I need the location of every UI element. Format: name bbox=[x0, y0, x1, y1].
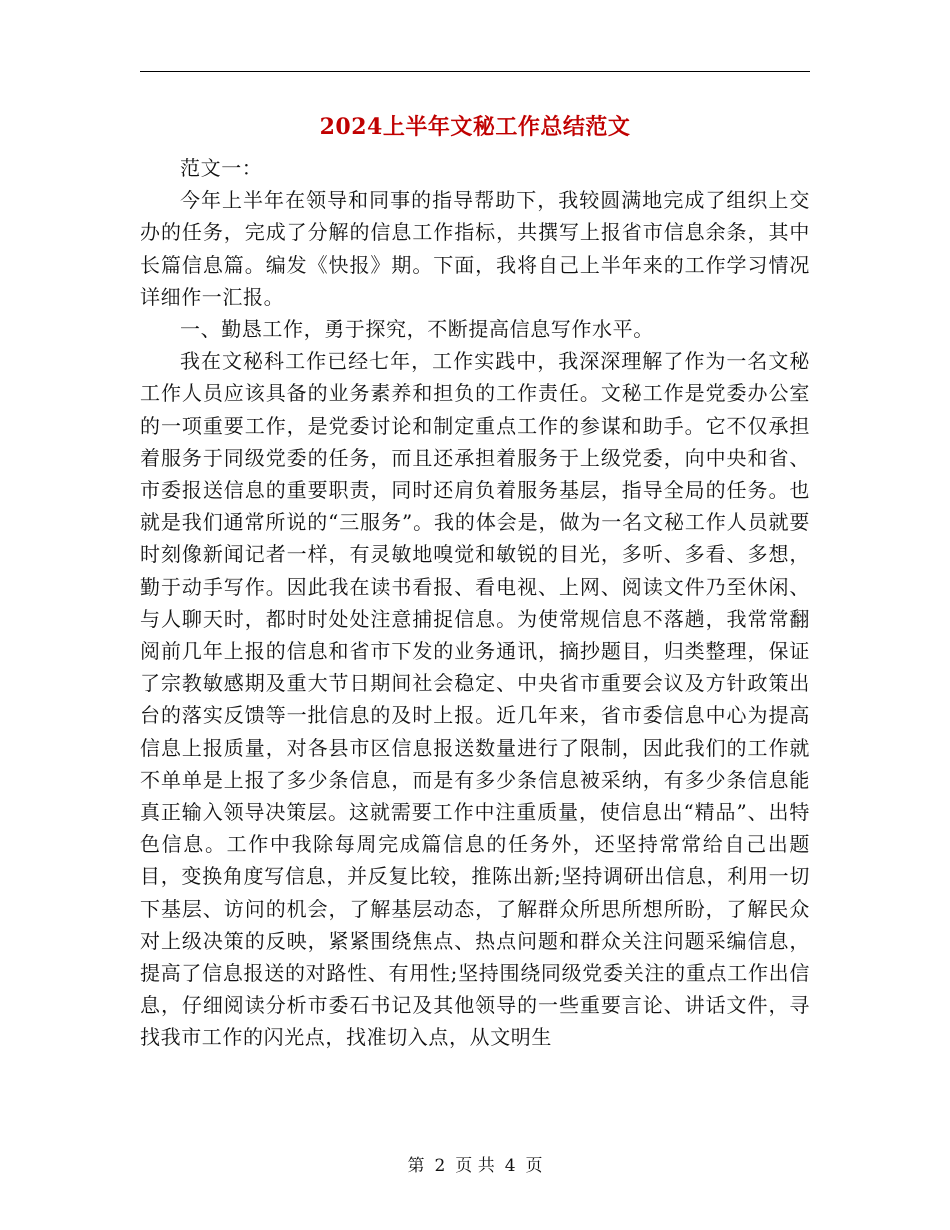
paragraph-section-heading: 一、勤恳工作，勇于探究，不断提高信息写作水平。 bbox=[180, 317, 654, 342]
paragraph-intro: 今年上半年在领导和同事的指导帮助下，我较圆满地完成了组织上交办的任务，完成了分解的信息工作指标，共撰写上报省市信息余条，其中长篇信息篇。编发《快报》期。下面，我将自己上半年来的工作学习情况详细作一汇报。 bbox=[140, 188, 810, 309]
footer-total-pages: 4 bbox=[504, 1156, 516, 1176]
footer-suffix: 页 bbox=[525, 1156, 543, 1176]
document-title: 2024上半年文秘工作总结范文 bbox=[319, 114, 631, 140]
footer-prefix: 第 bbox=[407, 1156, 425, 1176]
header-rule bbox=[140, 71, 810, 72]
document-body bbox=[140, 152, 810, 1054]
page-footer bbox=[0, 1155, 950, 1177]
paragraph-body: 我在文秘科工作已经七年，工作实践中，我深深理解了作为一名文秘工作人员应该具备的业务素养和担负的工作责任。文秘工作是党委办公室的一项重要工作，是党委讨论和制定重点工作的参谋和助手。它不仅承担着服务于同级党委的任务，而且还承担着服务于上级党委，向中央和省、市委报送信息的重要职责，同时还肩负着服务基层，指导全局的任务。也就是我们通常所说的“三服务”。我的体会是，做为一名文秘工作人员就要时刻像新闻记者一样，有灵敏地嗅觉和敏锐的目光，多听、多看、多想，勤于动手写作。因此我在读书看报、看电视、上网、阅读文件乃至休闲、与人聊天时，都时时处处注意捕捉信息。为使常规信息不落趟，我常常翻阅前几年上报的信息和省市下发的业务通讯，摘抄题目，归类整理，保证了宗教敏感期及重大节日期间社会稳定、中央省市重要会议及方针政策出台的落实反馈等一批信息的及时上报。近几年来，省市委信息中心为提高信息上报质量，对各县市区信息报送数量进行了限制，因此我们的工作就不单单是上报了多少条信息，而是有多少条信息被采纳，有多少条信息能真正输入领导决策层。这就需要工作中注重质量，使信息出“精品”、出特色信息。工作中我除每周完成篇信息的任务外，还坚持常常给自己出题目，变换角度写信息，并反复比较，推陈出新;坚持调研出信息，利用一切下基层、访问的机会，了解基层动态，了解群众所思所想所盼，了解民众对上级决策的反映，紧紧围绕焦点、热点问题和群众关注问题采编信息，提高了信息报送的对路性、有用性;坚持围绕同级党委关注的重点工作出信息，仔细阅读分析市委石书记及其他领导的一些重要言论、讲话文件，寻找我市工作的闪光点，找准切入点，从文明生 bbox=[140, 349, 810, 1050]
footer-middle: 页 共 bbox=[455, 1156, 495, 1176]
footer-current-page: 2 bbox=[434, 1156, 446, 1176]
paragraph-sample-label: 范文一： bbox=[180, 156, 263, 180]
